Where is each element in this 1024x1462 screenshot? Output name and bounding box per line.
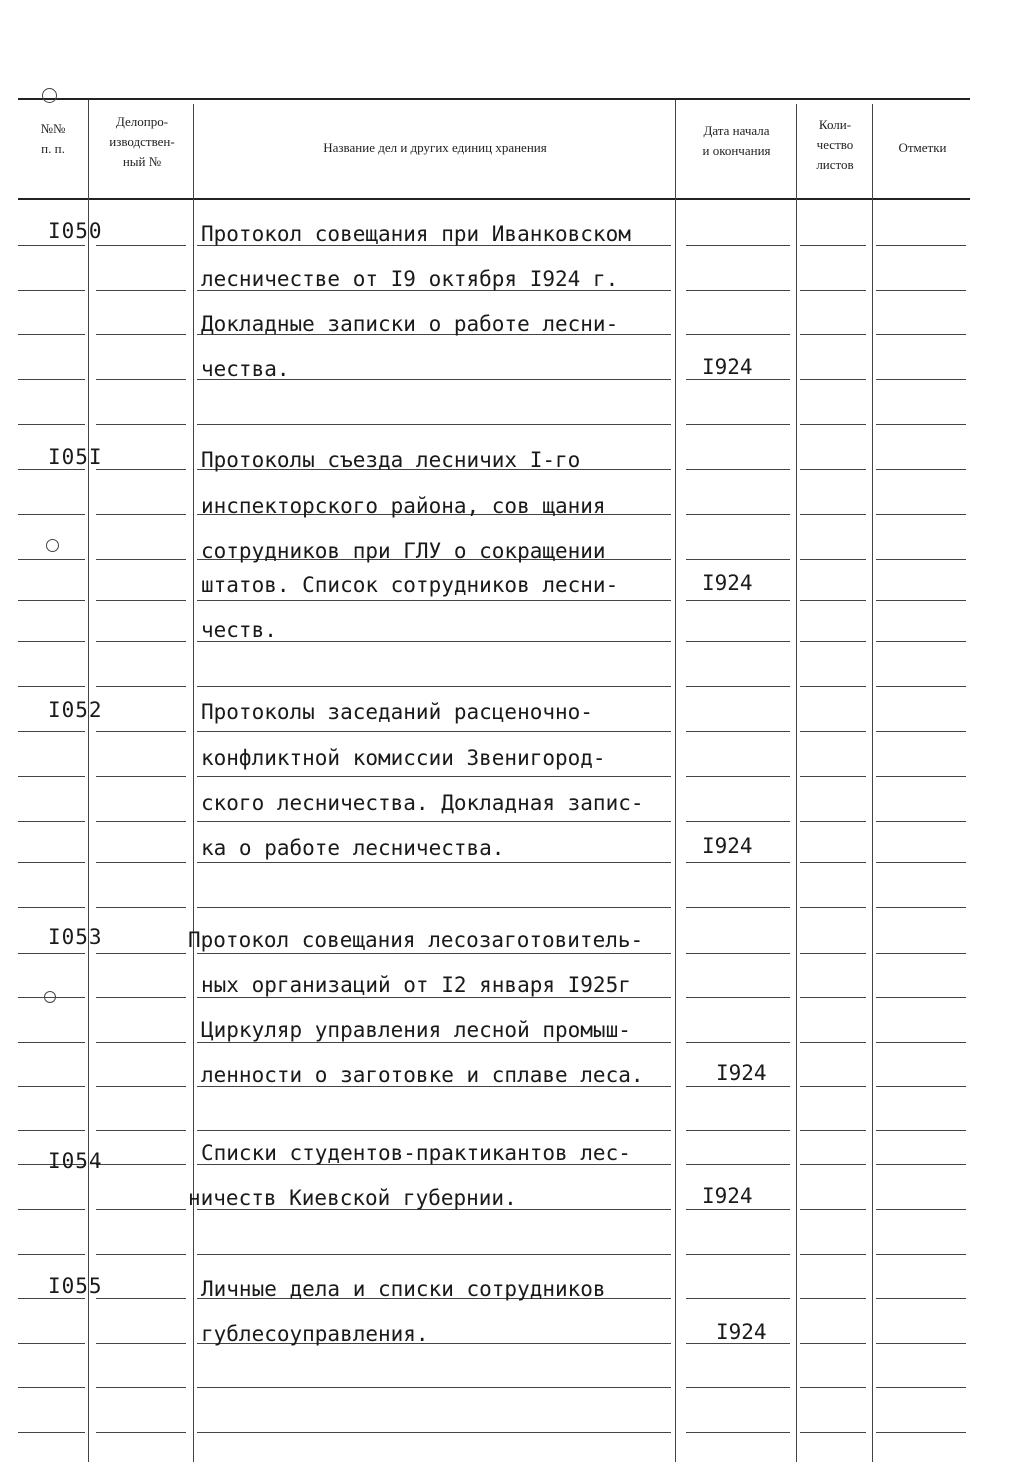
ruled-line [96, 907, 186, 908]
ruled-line [96, 953, 186, 954]
ruled-line [800, 424, 866, 425]
ruled-line [686, 379, 790, 380]
ruled-line [876, 686, 966, 687]
header-case-number-column: Делопро- изводствен- ный № [109, 114, 175, 169]
ruled-line [876, 1298, 966, 1299]
ruled-line [96, 821, 186, 822]
ruled-line [96, 514, 186, 515]
ruled-line [686, 1387, 790, 1388]
ruled-line [18, 1298, 85, 1299]
ruled-line [96, 1432, 186, 1433]
ruled-line [800, 1042, 866, 1043]
ruled-line [96, 731, 186, 732]
ruled-line [686, 424, 790, 425]
ruled-line [96, 1343, 186, 1344]
record-title-line: Протоколы съезда лесничих I-го [201, 448, 581, 472]
record-title-line: Докладные записки о работе лесни- [201, 312, 619, 336]
ruled-line [96, 600, 186, 601]
margin-circle-mark [46, 539, 59, 552]
ruled-line [18, 641, 85, 642]
ruled-line [800, 600, 866, 601]
record-date: I924 [702, 355, 753, 379]
ruled-line [686, 1164, 790, 1165]
ruled-line [686, 290, 790, 291]
ruled-line [197, 1432, 671, 1433]
ruled-line [197, 600, 671, 601]
record-title-line: ка о работе лесничества. [201, 836, 505, 860]
ruled-line [96, 1164, 186, 1165]
ruled-line [800, 1432, 866, 1433]
ruled-line [800, 821, 866, 822]
ruled-line [96, 997, 186, 998]
record-title-line: ничеств Киевской губернии. [188, 1186, 517, 1210]
ruled-line [96, 379, 186, 380]
ruled-line [96, 1387, 186, 1388]
ruled-line [876, 600, 966, 601]
ruled-line [800, 245, 866, 246]
ruled-line [18, 1130, 85, 1131]
ruled-line [800, 1298, 866, 1299]
record-title-line: инспекторского района, сов щания [201, 494, 606, 518]
record-date: I924 [702, 1184, 753, 1208]
ruled-line [800, 1209, 866, 1210]
ruled-line [686, 1432, 790, 1433]
ruled-line [197, 862, 671, 863]
ruled-line [96, 1042, 186, 1043]
ruled-line [197, 1254, 671, 1255]
ruled-line [18, 1042, 85, 1043]
ruled-line [800, 1130, 866, 1131]
column-divider [88, 100, 89, 1462]
ruled-line [18, 1343, 85, 1344]
record-title-line: конфликтной комиссии Звенигород- [201, 746, 606, 770]
ruled-line [686, 1042, 790, 1043]
ruled-line [876, 641, 966, 642]
record-title-line: штатов. Список сотрудников лесни- [201, 573, 619, 597]
ruled-line [800, 514, 866, 515]
record-number: I05I [48, 445, 103, 469]
ruled-line [96, 1298, 186, 1299]
record-number: I053 [48, 925, 103, 949]
record-number: I054 [48, 1149, 103, 1173]
ruled-line [686, 559, 790, 560]
header-bottom-border [18, 198, 970, 200]
ruled-line [800, 997, 866, 998]
header-sheets-column: Коли- чество листов [816, 117, 854, 172]
header-title-column: Название дел и других единиц хранения [323, 140, 547, 155]
ruled-line [197, 907, 671, 908]
ruled-line [197, 424, 671, 425]
record-title-line: ных организаций от I2 января I925г [201, 973, 631, 997]
record-title-line: лесничестве от I9 октября I924 г. [201, 267, 619, 291]
ruled-line [686, 953, 790, 954]
record-number: I052 [48, 698, 103, 722]
record-date: I924 [702, 834, 753, 858]
ruled-line [686, 776, 790, 777]
ruled-line [197, 776, 671, 777]
ruled-line [876, 776, 966, 777]
ruled-line [18, 953, 85, 954]
ruled-line [197, 821, 671, 822]
ruled-line [686, 245, 790, 246]
ruled-line [800, 953, 866, 954]
ruled-line [18, 907, 85, 908]
record-number: I055 [48, 1274, 103, 1298]
record-title-line: Протокол совещания при Иванковском [201, 222, 631, 246]
record-title-line: Протокол совещания лесозаготовитель- [188, 928, 644, 952]
ruled-line [686, 334, 790, 335]
record-date: I924 [716, 1061, 767, 1085]
ruled-line [18, 334, 85, 335]
ruled-line [876, 334, 966, 335]
record-title-line: Списки студентов-практикантов лес- [201, 1141, 631, 1165]
margin-circle-mark [44, 991, 56, 1003]
ruled-line [876, 1130, 966, 1131]
ruled-line [800, 1387, 866, 1388]
ruled-line [800, 1343, 866, 1344]
column-divider [796, 104, 797, 1462]
header-number-column: №№ п. п. [40, 121, 66, 156]
ruled-line [197, 731, 671, 732]
header-dates-column: Дата начала и окончания [702, 123, 771, 158]
ruled-line [18, 424, 85, 425]
ruled-line [18, 559, 85, 560]
ruled-line [876, 469, 966, 470]
ruled-line [96, 686, 186, 687]
ruled-line [18, 469, 85, 470]
ruled-line [800, 379, 866, 380]
ruled-line [96, 1130, 186, 1131]
ruled-line [686, 907, 790, 908]
record-title-line: честв. [201, 618, 277, 642]
ruled-line [96, 1254, 186, 1255]
ruled-line [800, 686, 866, 687]
margin-circle-mark [42, 88, 57, 103]
ruled-line [96, 862, 186, 863]
column-divider [193, 104, 194, 1462]
ruled-line [18, 1209, 85, 1210]
ruled-line [876, 559, 966, 560]
record-title-line: ленности о заготовке и сплаве леса. [201, 1063, 644, 1087]
ruled-line [876, 1164, 966, 1165]
ruled-line [18, 245, 85, 246]
ruled-line [197, 997, 671, 998]
ruled-line [197, 953, 671, 954]
ruled-line [800, 290, 866, 291]
ruled-line [18, 1432, 85, 1433]
ruled-line [800, 907, 866, 908]
ruled-line [686, 600, 790, 601]
column-divider [872, 104, 873, 1462]
ruled-line [876, 1086, 966, 1087]
record-title-line: Протоколы заседаний расценочно- [201, 700, 593, 724]
ruled-line [800, 776, 866, 777]
ruled-line [686, 1130, 790, 1131]
ruled-line [18, 514, 85, 515]
ruled-line [876, 514, 966, 515]
ruled-line [96, 290, 186, 291]
ruled-line [876, 907, 966, 908]
ruled-line [876, 424, 966, 425]
ruled-line [686, 1298, 790, 1299]
ruled-line [96, 334, 186, 335]
record-number: I050 [48, 219, 103, 243]
ruled-line [96, 1086, 186, 1087]
ruled-line [876, 1343, 966, 1344]
ruled-line [800, 1086, 866, 1087]
ruled-line [686, 1209, 790, 1210]
ruled-line [876, 1254, 966, 1255]
record-title-line: чества. [201, 357, 290, 381]
ruled-line [686, 641, 790, 642]
ruled-line [876, 1387, 966, 1388]
ruled-line [197, 686, 671, 687]
ruled-line [96, 641, 186, 642]
ruled-line [18, 731, 85, 732]
record-title-line: сотрудников при ГЛУ о сокращении [201, 539, 606, 563]
record-title-line: гублесоуправления. [201, 1322, 429, 1346]
column-divider [675, 100, 676, 1462]
record-title-line: Личные дела и списки сотрудников [201, 1277, 606, 1301]
ruled-line [686, 514, 790, 515]
ruled-line [18, 1254, 85, 1255]
header-notes-column: Отметки [898, 140, 947, 155]
ruled-line [876, 1209, 966, 1210]
ruled-line [197, 1387, 671, 1388]
ruled-line [18, 862, 85, 863]
ruled-line [686, 1254, 790, 1255]
ruled-line [686, 731, 790, 732]
ruled-line [686, 469, 790, 470]
ruled-line [686, 821, 790, 822]
ruled-line [876, 862, 966, 863]
ruled-line [96, 469, 186, 470]
ruled-line [800, 641, 866, 642]
ruled-line [18, 776, 85, 777]
ruled-line [800, 469, 866, 470]
ruled-line [686, 862, 790, 863]
ruled-line [876, 379, 966, 380]
table-top-border [18, 98, 970, 100]
ruled-line [800, 559, 866, 560]
ruled-line [876, 997, 966, 998]
ruled-line [686, 1086, 790, 1087]
ruled-line [18, 600, 85, 601]
ruled-line [686, 686, 790, 687]
ruled-line [96, 559, 186, 560]
ruled-line [876, 1432, 966, 1433]
ruled-line [800, 731, 866, 732]
ruled-line [800, 1254, 866, 1255]
ruled-line [197, 1130, 671, 1131]
ruled-line [686, 997, 790, 998]
ruled-line [876, 290, 966, 291]
ruled-line [18, 1086, 85, 1087]
ruled-line [876, 953, 966, 954]
ruled-line [876, 245, 966, 246]
ruled-line [18, 290, 85, 291]
ruled-line [800, 1164, 866, 1165]
ruled-line [18, 1387, 85, 1388]
ruled-line [18, 821, 85, 822]
ruled-line [876, 731, 966, 732]
ruled-line [800, 862, 866, 863]
ruled-line [876, 1042, 966, 1043]
ruled-line [18, 686, 85, 687]
ruled-line [197, 1042, 671, 1043]
ruled-line [876, 821, 966, 822]
record-title-line: ского лесничества. Докладная запис- [201, 791, 644, 815]
record-date: I924 [702, 571, 753, 595]
record-title-line: Циркуляр управления лесной промыш- [201, 1018, 631, 1042]
ruled-line [800, 334, 866, 335]
ruled-line [18, 379, 85, 380]
ruled-line [96, 245, 186, 246]
record-date: I924 [716, 1320, 767, 1344]
ruled-line [96, 776, 186, 777]
ruled-line [96, 424, 186, 425]
ruled-line [96, 1209, 186, 1210]
